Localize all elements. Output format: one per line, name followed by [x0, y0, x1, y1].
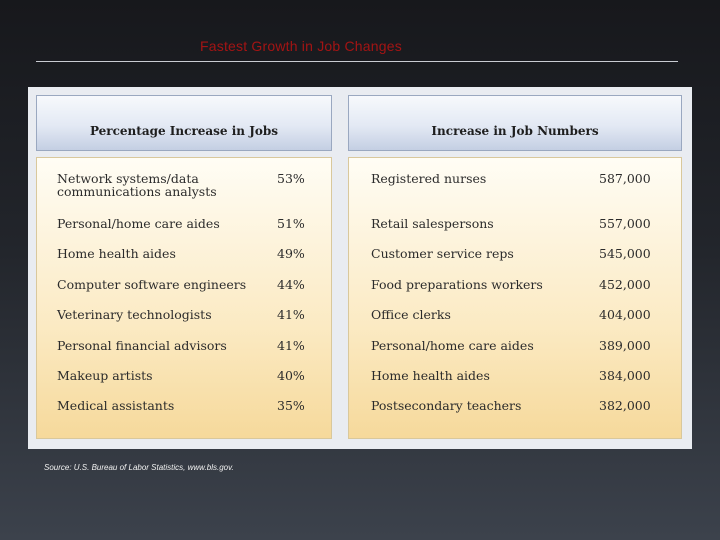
list-item [349, 308, 681, 338]
job-value: 452,000 [599, 277, 651, 292]
job-numbers-header [348, 95, 682, 151]
job-label: Personal/home care aides [57, 216, 220, 231]
job-value: 389,000 [599, 338, 651, 353]
job-label: Home health aides [371, 368, 490, 383]
list-item [349, 172, 681, 202]
job-value: 51% [277, 216, 305, 231]
job-label: Veterinary technologists [57, 307, 212, 322]
job-label: Customer service reps [371, 246, 514, 261]
job-label: Network systems/data communications analysts [57, 171, 217, 199]
list-item [349, 399, 681, 429]
job-value: 49% [277, 246, 305, 261]
list-item [37, 339, 331, 369]
percentage-increase-header-label: Percentage Increase in Jobs [89, 124, 279, 138]
list-item [349, 247, 681, 277]
job-label: Computer software engineers [57, 277, 247, 292]
job-value: 557,000 [599, 216, 651, 231]
job-value: 382,000 [599, 398, 651, 413]
job-value: 44% [277, 277, 305, 292]
percentage-increase-header [36, 95, 332, 151]
job-value: 53% [277, 171, 305, 186]
list-item [349, 217, 681, 247]
list-item [37, 217, 331, 247]
list-item [37, 247, 331, 277]
job-value: 41% [277, 338, 305, 353]
job-value: 404,000 [599, 307, 651, 322]
list-item [349, 369, 681, 399]
slide-title: Fastest Growth in Job Changes [200, 38, 402, 54]
list-item [37, 369, 331, 399]
list-item [37, 308, 331, 338]
job-value: 587,000 [599, 171, 651, 186]
job-value: 40% [277, 368, 305, 383]
job-value: 35% [277, 398, 305, 413]
job-value: 545,000 [599, 246, 651, 261]
job-label: Makeup artists [57, 368, 153, 383]
job-label: Medical assistants [57, 398, 175, 413]
job-numbers-list [348, 157, 682, 439]
job-label: Personal/home care aides [371, 338, 534, 353]
job-growth-table-figure [28, 87, 692, 449]
job-label: Home health aides [57, 246, 176, 261]
job-numbers-header-label: Increase in Job Numbers [431, 124, 599, 138]
job-label: Food preparations workers [371, 277, 543, 292]
job-label: Postsecondary teachers [371, 398, 522, 413]
title-divider [36, 61, 678, 62]
job-label: Personal financial advisors [57, 338, 227, 353]
percentage-increase-list [36, 157, 332, 439]
list-item [37, 172, 331, 202]
source-note: Source: U.S. Bureau of Labor Statistics, www.bls.gov. [44, 463, 234, 472]
job-label: Retail salespersons [371, 216, 494, 231]
list-item [349, 278, 681, 308]
list-item [349, 339, 681, 369]
job-label: Office clerks [371, 307, 451, 322]
list-item [37, 278, 331, 308]
job-value: 384,000 [599, 368, 651, 383]
job-value: 41% [277, 307, 305, 322]
list-item [37, 399, 331, 429]
job-label: Registered nurses [371, 171, 487, 186]
